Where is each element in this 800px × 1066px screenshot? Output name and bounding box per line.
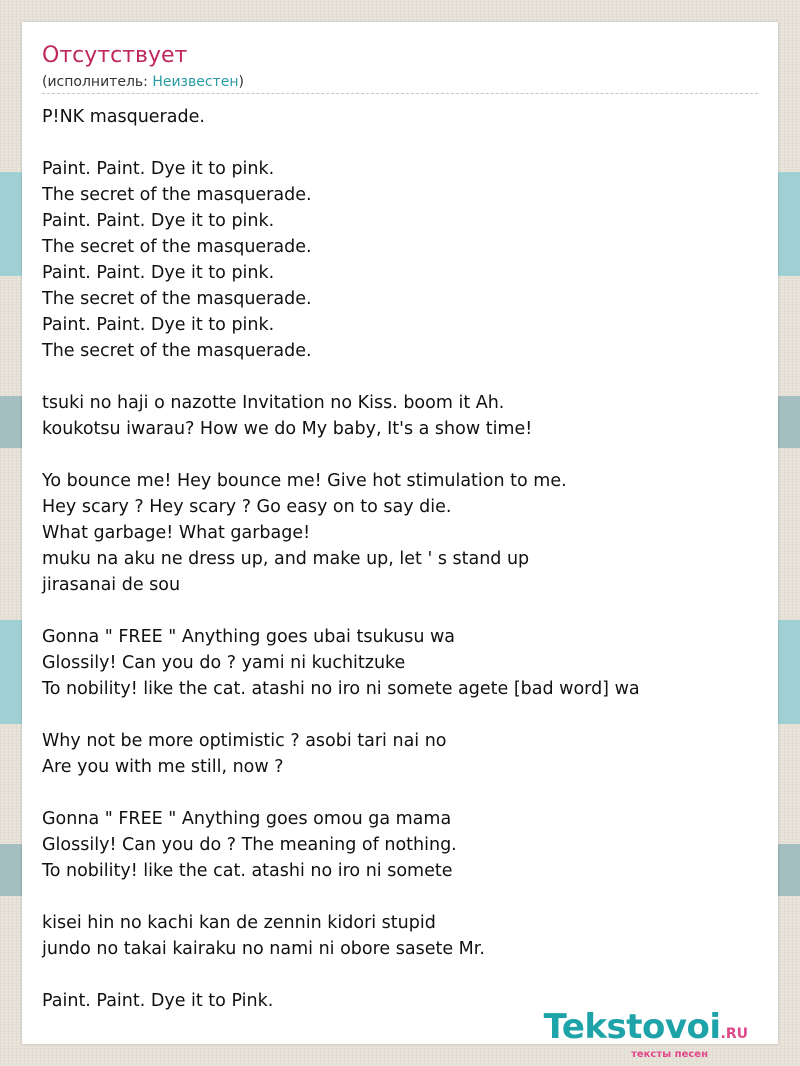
lyric-line: What garbage! What garbage! [42,523,311,543]
lyric-line: Glossily! Can you do ? yami ni kuchitzuke [42,653,406,673]
lyric-line [42,962,640,988]
artist-suffix: ) [238,74,244,90]
lyric-line: Paint. Paint. Dye it to Pink. [42,991,274,1011]
artist-line [42,73,244,91]
lyric-line: Are you with me still, now ? [42,757,284,777]
lyric-line: To nobility! like the cat. atashi no iro ni somete [42,861,453,881]
lyric-line: To nobility! like the cat. atashi no iro ni somete agete [bad word] wa [42,679,640,699]
lyric-line [42,884,640,910]
lyric-line: Why not be more optimistic ? asobi tari nai no [42,731,447,751]
logo-wordmark [543,1007,748,1051]
lyric-line: Paint. Paint. Dye it to pink. [42,159,275,179]
lyric-line [42,598,640,624]
lyric-line: Glossily! Can you do ? The meaning of nothing. [42,835,457,855]
logo-main-text: Tekstovoi [543,1007,721,1047]
lyric-line: jirasanai de sou [42,575,181,595]
lyric-line: Paint. Paint. Dye it to pink. [42,263,275,283]
lyric-line: Yo bounce me! Hey bounce me! Give hot stimulation to me. [42,471,567,491]
lyric-line [42,364,640,390]
lyrics-text [42,104,640,1014]
logo-tld: .RU [720,1026,748,1042]
lyric-line: The secret of the masquerade. [42,341,312,361]
header-divider [42,93,758,94]
lyric-line: muku na aku ne dress up, and make up, let ' s stand up [42,549,530,569]
lyric-line: The secret of the masquerade. [42,237,312,257]
lyric-line: koukotsu iwarau? How we do My baby, It's a show time! [42,419,533,439]
lyric-line: jundo no takai kairaku no nami ni obore sasete Mr. [42,939,485,959]
lyric-line [42,130,640,156]
lyric-line: Paint. Paint. Dye it to pink. [42,315,275,335]
lyric-line: kisei hin no kachi kan de zennin kidori stupid [42,913,436,933]
lyric-line: tsuki no haji o nazotte Invitation no Kiss. boom it Ah. [42,393,505,413]
lyrics-card [22,22,778,1060]
lyric-line: The secret of the masquerade. [42,289,312,309]
logo-tagline: тексты песен [631,1049,708,1060]
artist-prefix: (исполнитель: [42,74,153,90]
lyric-line [42,702,640,728]
lyric-line: Hey scary ? Hey scary ? Go easy on to say die. [42,497,452,517]
lyric-line [42,780,640,806]
lyric-line: Gonna " FREE " Anything goes ubai tsukusu wa [42,627,456,647]
artist-link[interactable]: Неизвестен [152,74,239,90]
lyric-line: P!NK masquerade. [42,107,205,127]
lyric-line: Gonna " FREE " Anything goes omou ga mama [42,809,452,829]
lyric-line: The secret of the masquerade. [42,185,312,205]
song-title: Отсутствует [42,43,188,68]
lyric-line: Paint. Paint. Dye it to pink. [42,211,275,231]
lyric-line [42,442,640,468]
site-logo[interactable] [543,1007,748,1061]
